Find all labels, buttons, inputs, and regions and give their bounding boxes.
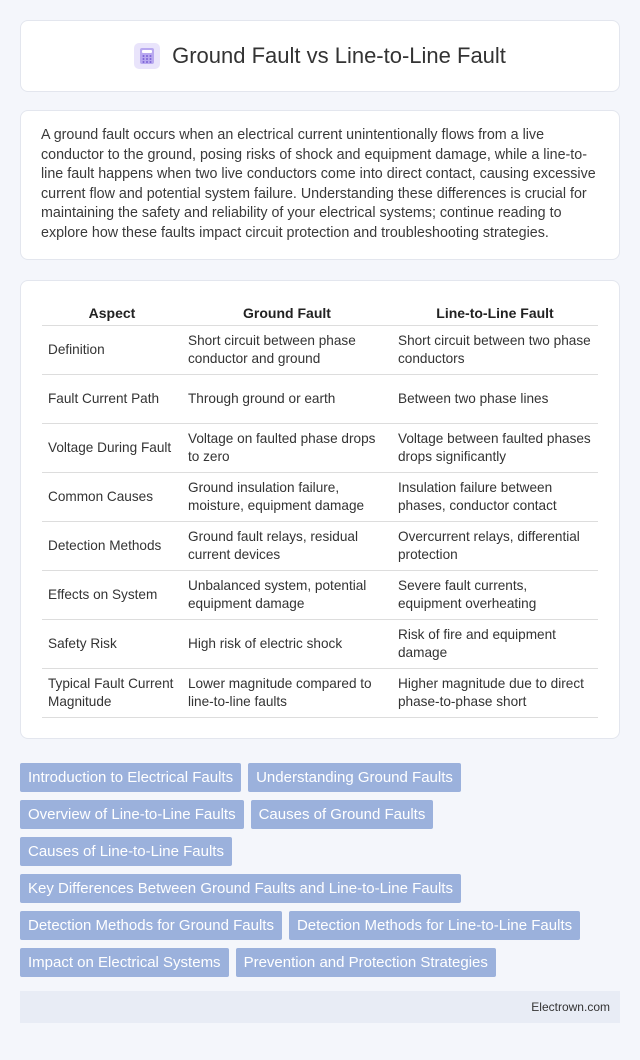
topic-tag[interactable]: Key Differences Between Ground Faults and Line-to-Line Faults: [20, 874, 461, 903]
table-cell: Overcurrent relays, differential protection: [392, 522, 598, 571]
table-header-row: [42, 301, 598, 326]
table-cell: Through ground or earth: [182, 375, 392, 424]
intro-text: A ground fault occurs when an electrical current unintentionally flows from a live conductor to the ground, posing risks of shock and equipment damage, while a line-to-line fault happens when two live conductors come into direct contact, causing excessive current flow and potential system failure. Understanding these differences is crucial for maintaining the safety and reliability of your electrical systems; continue reading to explore how these faults impact circuit protection and troubleshooting strategies.: [41, 127, 596, 241]
table-cell: Voltage between faulted phases drops significantly: [392, 424, 598, 473]
topic-tag[interactable]: Detection Methods for Line-to-Line Faults: [289, 911, 580, 940]
topic-tag[interactable]: Causes of Ground Faults: [251, 800, 434, 829]
table-row: [42, 571, 598, 620]
topic-tag[interactable]: Detection Methods for Ground Faults: [20, 911, 282, 940]
table-cell: Severe fault currents, equipment overheating: [392, 571, 598, 620]
table-row: [42, 620, 598, 669]
table-row: [42, 473, 598, 522]
table-row: [42, 522, 598, 571]
topic-tag[interactable]: Impact on Electrical Systems: [20, 948, 229, 977]
intro-card: [20, 110, 620, 260]
table-cell: Common Causes: [42, 473, 182, 522]
page-header: [20, 20, 620, 92]
calculator-icon: [134, 43, 160, 69]
topic-tags: [20, 763, 620, 977]
table-row: [42, 424, 598, 473]
comparison-table: [42, 301, 598, 718]
table-cell: High risk of electric shock: [182, 620, 392, 669]
page-title: Ground Fault vs Line-to-Line Fault: [172, 43, 506, 68]
table-row: [42, 375, 598, 424]
topic-tag[interactable]: Prevention and Protection Strategies: [236, 948, 496, 977]
topic-tag[interactable]: Understanding Ground Faults: [248, 763, 461, 792]
table-cell: Detection Methods: [42, 522, 182, 571]
footer-site-name[interactable]: Electrown.com: [531, 999, 610, 1014]
topic-tag[interactable]: Introduction to Electrical Faults: [20, 763, 241, 792]
table-cell: Typical Fault Current Magnitude: [42, 669, 182, 718]
table-cell: Short circuit between phase conductor and ground: [182, 326, 392, 375]
table-cell: Voltage During Fault: [42, 424, 182, 473]
table-cell: Definition: [42, 326, 182, 375]
table-cell: Unbalanced system, potential equipment damage: [182, 571, 392, 620]
table-cell: Fault Current Path: [42, 375, 182, 424]
table-cell: Risk of fire and equipment damage: [392, 620, 598, 669]
table-cell: Effects on System: [42, 571, 182, 620]
table-row: [42, 669, 598, 718]
table-cell: Insulation failure between phases, conductor contact: [392, 473, 598, 522]
table-cell: Ground fault relays, residual current devices: [182, 522, 392, 571]
column-header: Line-to-Line Fault: [392, 301, 598, 326]
table-cell: Lower magnitude compared to line-to-line faults: [182, 669, 392, 718]
table-cell: Between two phase lines: [392, 375, 598, 424]
column-header: Aspect: [42, 301, 182, 326]
table-cell: Short circuit between two phase conductors: [392, 326, 598, 375]
topic-tag[interactable]: Overview of Line-to-Line Faults: [20, 800, 244, 829]
table-cell: Voltage on faulted phase drops to zero: [182, 424, 392, 473]
topic-tag[interactable]: Causes of Line-to-Line Faults: [20, 837, 232, 866]
table-cell: Safety Risk: [42, 620, 182, 669]
footer: [20, 991, 620, 1023]
comparison-card: [20, 280, 620, 739]
table-cell: Higher magnitude due to direct phase-to-phase short: [392, 669, 598, 718]
column-header: Ground Fault: [182, 301, 392, 326]
table-cell: Ground insulation failure, moisture, equipment damage: [182, 473, 392, 522]
table-row: [42, 326, 598, 375]
